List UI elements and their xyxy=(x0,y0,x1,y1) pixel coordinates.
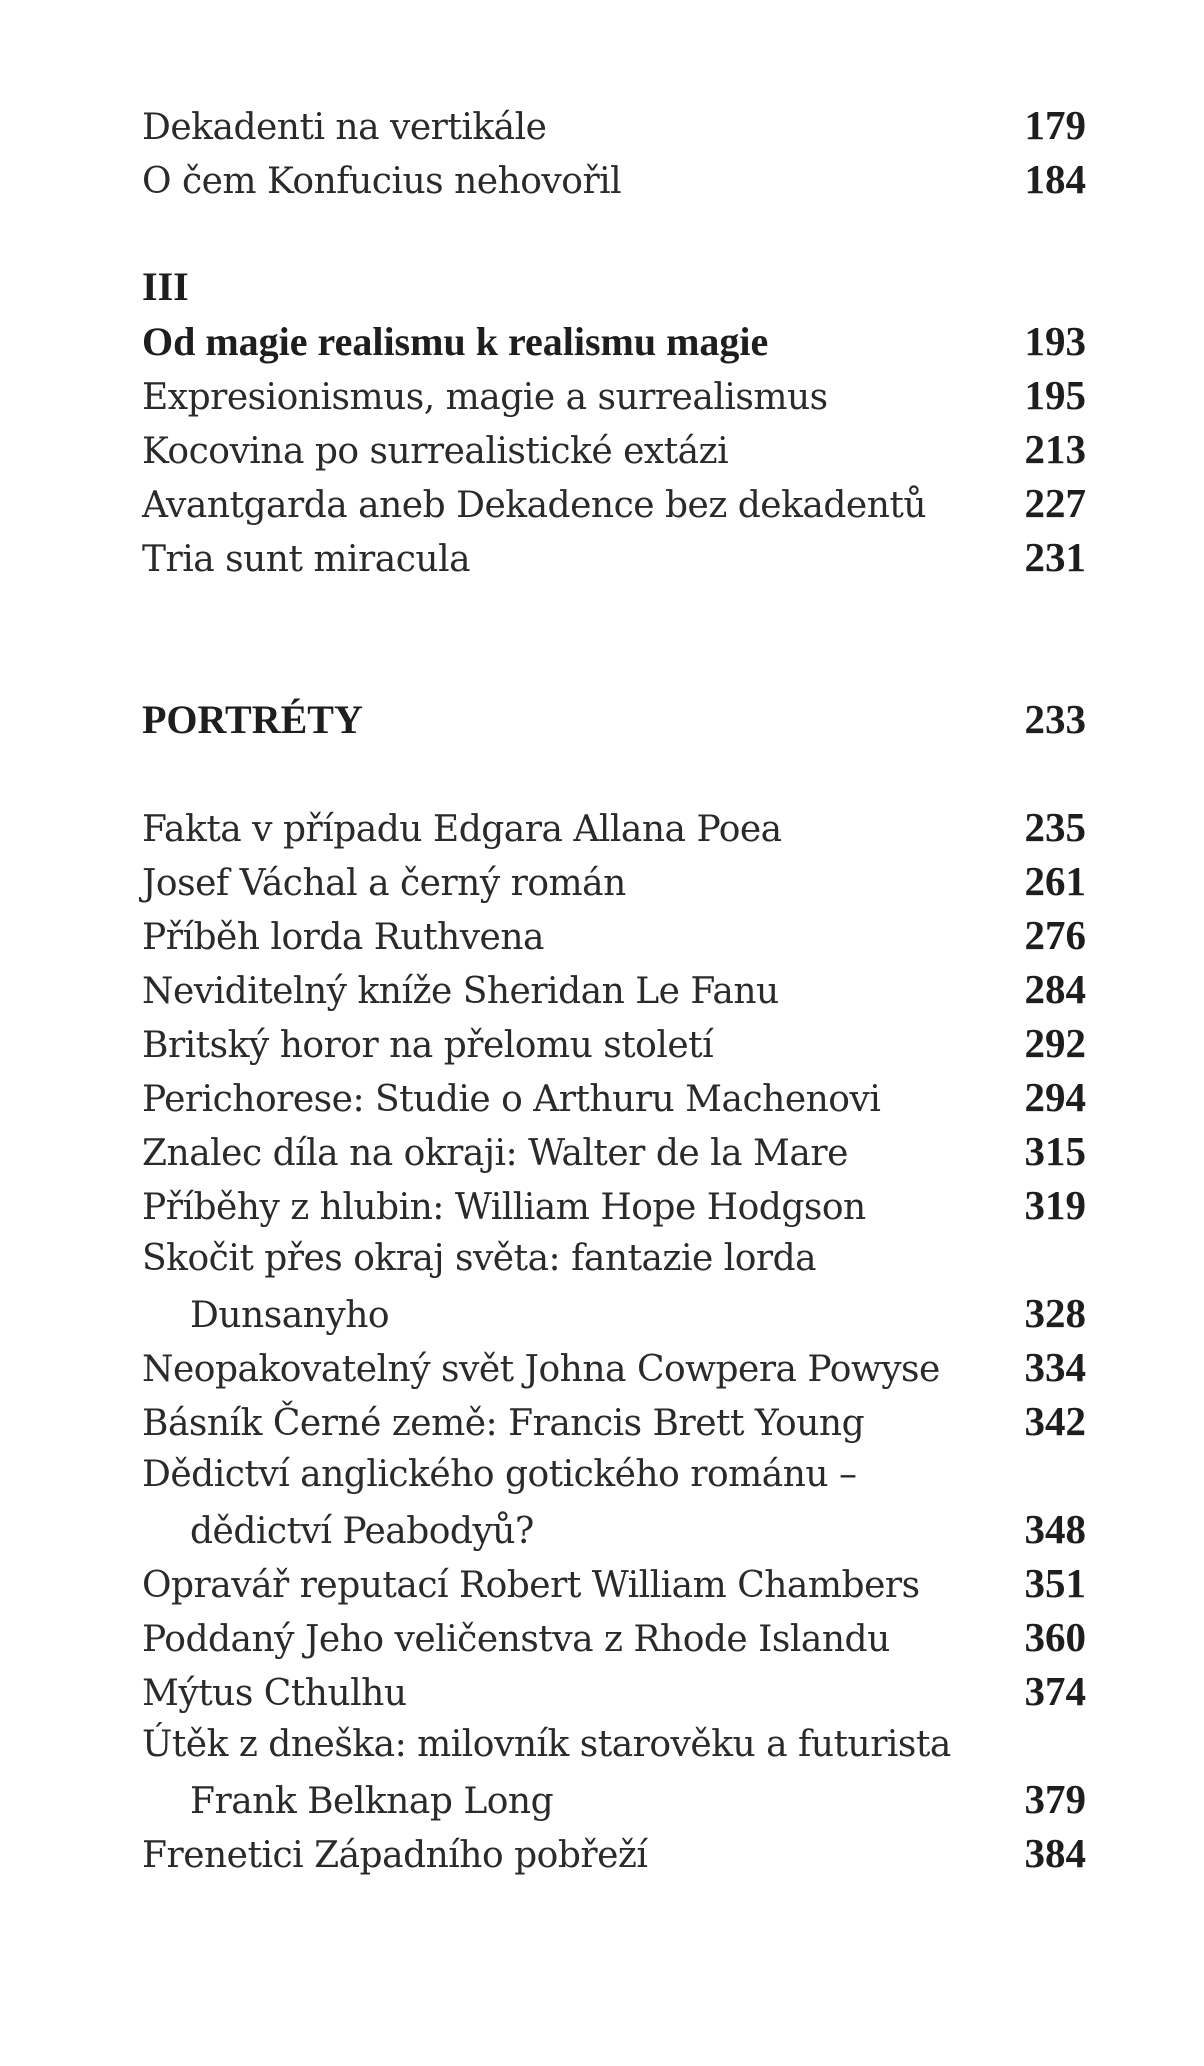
toc-entry xyxy=(142,1232,1086,1286)
toc-entry xyxy=(142,908,1086,962)
toc-entry-page: 195 xyxy=(1024,372,1086,418)
toc-entry-title: Perichorese: Studie o Arthuru Machenovi xyxy=(142,1079,881,1120)
toc-entry xyxy=(142,1664,1086,1718)
toc-entry-title: Kocovina po surrealistické extázi xyxy=(142,431,729,472)
toc-entry-page: 179 xyxy=(1024,102,1086,148)
toc-entry-title: Fakta v případu Edgara Allana Poea xyxy=(142,809,782,850)
toc-entry-page: 328 xyxy=(1024,1290,1086,1336)
toc-entry-title: O čem Konfucius nehovořil xyxy=(142,161,622,202)
toc-entry-title: Britský horor na přelomu století xyxy=(142,1025,714,1066)
toc-entry-page: 351 xyxy=(1024,1560,1086,1606)
toc-entry-page: 235 xyxy=(1024,804,1086,850)
toc-entry xyxy=(142,1394,1086,1448)
toc-entry xyxy=(142,854,1086,908)
toc-entry-page: 294 xyxy=(1024,1074,1086,1120)
toc-entry xyxy=(142,1070,1086,1124)
toc-entry xyxy=(142,962,1086,1016)
toc-entry xyxy=(142,476,1086,530)
toc-entry-title: Frenetici Západního pobřeží xyxy=(142,1835,648,1876)
toc-entry xyxy=(142,1556,1086,1610)
toc-entry-continuation xyxy=(142,1502,1086,1556)
toc-entry xyxy=(142,368,1086,422)
toc-entry-title: Tria sunt miracula xyxy=(142,539,471,580)
toc-entry-title: Příběh lorda Ruthvena xyxy=(142,917,545,958)
toc-entry xyxy=(142,98,1086,152)
toc-entry xyxy=(142,1610,1086,1664)
toc-entry-page: 231 xyxy=(1024,534,1086,580)
toc-entry-title-cont: Dunsanyho xyxy=(190,1295,390,1336)
toc-entry-page: 334 xyxy=(1024,1344,1086,1390)
toc-entry-page: 315 xyxy=(1024,1128,1086,1174)
toc-entry xyxy=(142,1826,1086,1880)
toc-entry-title: Příběhy z hlubin: William Hope Hodgson xyxy=(142,1187,866,1228)
toc-entry-page: 319 xyxy=(1024,1182,1086,1228)
toc-entry-title: Neviditelný kníže Sheridan Le Fanu xyxy=(142,971,779,1012)
toc-entry-page: 227 xyxy=(1024,480,1086,526)
toc-entry xyxy=(142,1016,1086,1070)
table-of-contents xyxy=(142,98,1086,1880)
toc-entry-page: 292 xyxy=(1024,1020,1086,1066)
toc-entry-page: 284 xyxy=(1024,966,1086,1012)
toc-entry-page: 342 xyxy=(1024,1398,1086,1444)
toc-entry-page: 184 xyxy=(1024,156,1086,202)
section-spacer xyxy=(142,746,1086,800)
toc-entry-title: Neopakovatelný svět Johna Cowpera Powyse xyxy=(142,1349,940,1390)
toc-entry-title-cont: Frank Belknap Long xyxy=(190,1781,554,1822)
toc-entry xyxy=(142,800,1086,854)
toc-entry-title-cont: dědictví Peabodyů? xyxy=(190,1511,534,1552)
toc-entry-title: Josef Váchal a černý román xyxy=(142,863,626,904)
section-heading xyxy=(142,692,1086,746)
toc-entry xyxy=(142,1718,1086,1772)
toc-entry xyxy=(142,152,1086,206)
toc-entry-page: 348 xyxy=(1024,1506,1086,1552)
toc-entry-continuation xyxy=(142,1772,1086,1826)
section-heading-page: 233 xyxy=(1024,696,1086,742)
toc-entry-page: 384 xyxy=(1024,1830,1086,1876)
section-spacer xyxy=(142,206,1086,260)
toc-entry-title: Útěk z dneška: milovník starověku a futurista xyxy=(142,1724,951,1765)
toc-entry-continuation xyxy=(142,1286,1086,1340)
section-heading-title: Od magie realismu k realismu magie xyxy=(142,319,769,364)
toc-entry-title: Dekadenti na vertikále xyxy=(142,107,547,148)
toc-entry-page: 374 xyxy=(1024,1668,1086,1714)
toc-entry-page: 379 xyxy=(1024,1776,1086,1822)
toc-entry xyxy=(142,530,1086,584)
toc-entry-title: Expresionismus, magie a surrealismus xyxy=(142,377,828,418)
toc-entry-title: Avantgarda aneb Dekadence bez dekadentů xyxy=(142,485,927,526)
toc-entry-page: 261 xyxy=(1024,858,1086,904)
toc-entry-page: 360 xyxy=(1024,1614,1086,1660)
toc-entry-title: Mýtus Cthulhu xyxy=(142,1673,407,1714)
toc-entry-page: 213 xyxy=(1024,426,1086,472)
toc-entry-title: Opravář reputací Robert William Chambers xyxy=(142,1565,920,1606)
toc-entry-title: Znalec díla na okraji: Walter de la Mare xyxy=(142,1133,848,1174)
toc-entry-page: 276 xyxy=(1024,912,1086,958)
section-numeral-text: III xyxy=(142,264,189,309)
section-numeral xyxy=(142,260,1086,314)
toc-entry xyxy=(142,1448,1086,1502)
toc-entry xyxy=(142,1178,1086,1232)
section-spacer xyxy=(142,584,1086,692)
toc-entry xyxy=(142,1340,1086,1394)
toc-entry-title: Dědictví anglického gotického románu – xyxy=(142,1454,857,1495)
toc-entry-title: Poddaný Jeho veličenstva z Rhode Islandu xyxy=(142,1619,890,1660)
toc-entry xyxy=(142,422,1086,476)
toc-entry-title: Skočit přes okraj světa: fantazie lorda xyxy=(142,1238,817,1279)
toc-entry-title: Básník Černé země: Francis Brett Young xyxy=(142,1403,865,1444)
section-heading xyxy=(142,314,1086,368)
section-heading-page: 193 xyxy=(1024,318,1086,364)
section-heading-title: PORTRÉTY xyxy=(142,697,363,742)
toc-entry xyxy=(142,1124,1086,1178)
